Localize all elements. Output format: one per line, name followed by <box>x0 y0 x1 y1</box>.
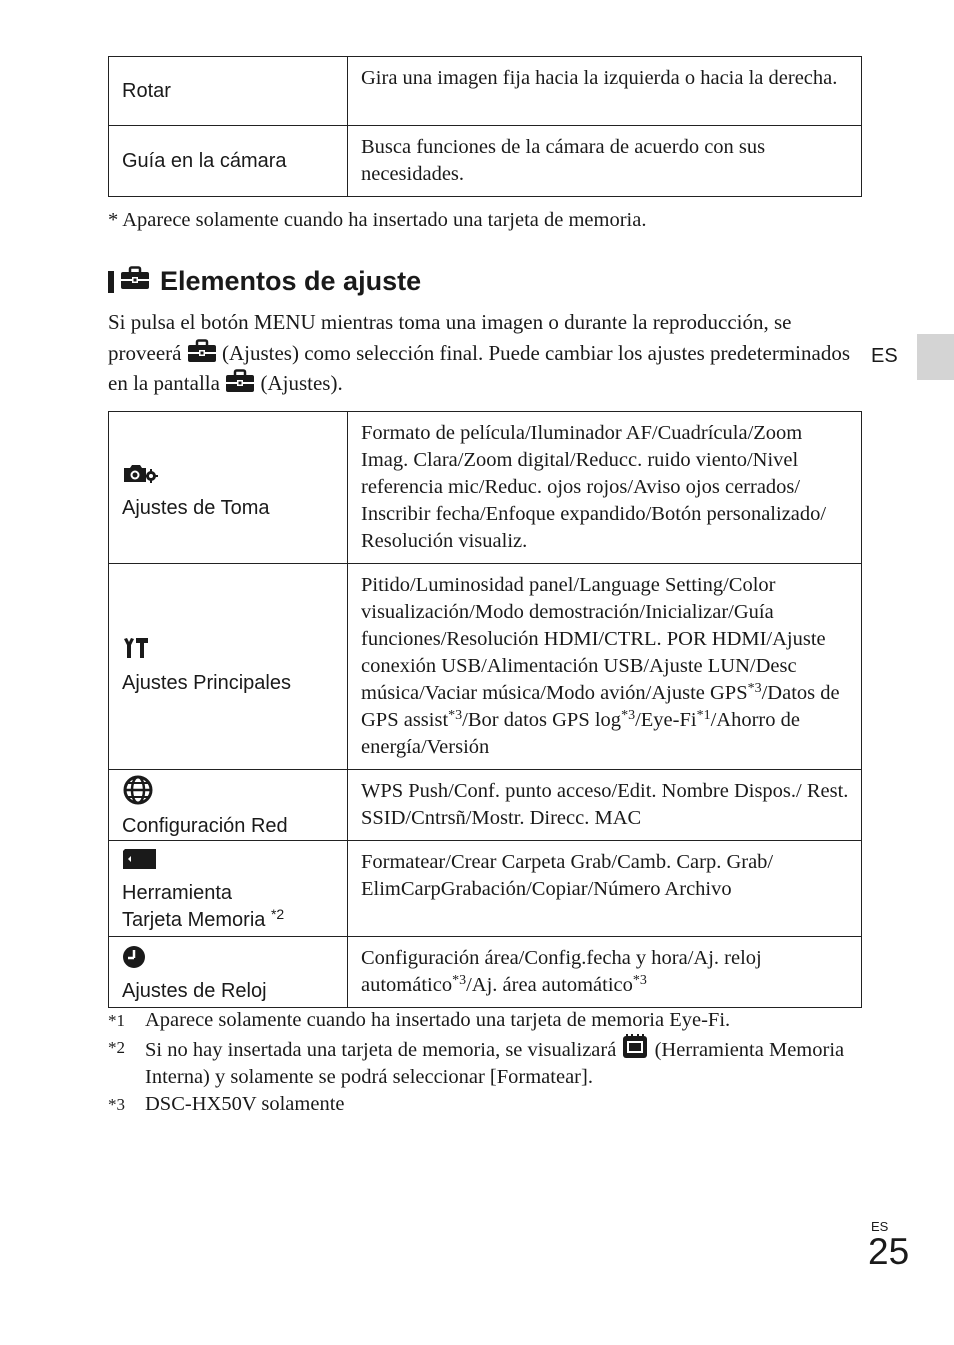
row-label: Rotar <box>109 57 348 126</box>
footnote-ref: *3 <box>747 681 762 696</box>
footnote-mark: *1 <box>108 1011 125 1030</box>
desc-part: /Bor datos GPS log <box>462 709 622 731</box>
table-row <box>109 564 862 770</box>
page-language: ES <box>871 1219 889 1234</box>
desc-part: /Ahorro de energía/Versión <box>361 709 800 758</box>
footnote-ref: *1 <box>696 708 711 723</box>
side-tab <box>917 334 954 380</box>
table-row <box>109 937 862 1008</box>
internal-memory-icon <box>621 1039 649 1061</box>
row-description <box>348 937 862 1008</box>
footnote-text: Aparece solamente cuando ha insertado una tarjeta de memoria Eye-Fi. <box>145 1009 731 1031</box>
toolbox-icon <box>120 266 150 297</box>
intro-text: (Ajustes) como selección final. Puede cambiar los ajustes predeterminados en la pantalla <box>108 340 851 395</box>
desc-part: /Datos de GPS assist <box>361 682 840 731</box>
setting-label: Herramienta <box>122 881 233 904</box>
clock-icon <box>122 944 339 978</box>
footnote-item <box>108 1007 868 1034</box>
toolbox-icon <box>225 371 255 395</box>
heading-bar <box>108 271 114 293</box>
footnotes <box>108 1007 868 1118</box>
desc-part: /Aj. área automático <box>466 974 633 996</box>
footnote-ref: *3 <box>452 973 467 988</box>
row-label <box>109 412 348 564</box>
desc-part: Pitido/Luminosidad panel/Language Setting/Color visualización/Modo demostración/Inicializar/Guía funciones/Resolución HDMI/CTRL. POR HDMI/Ajuste conexión USB/Alimentación USB/Ajuste LUN/Desc música/Vaciar música/Modo avión/Ajuste GPS <box>361 574 826 704</box>
row-description: Formato de película/Iluminador AF/Cuadrícula/Zoom Imag. Clara/Zoom digital/Reducc. ruido viento/Nivel referencia mic/Reduc. ojos rojos/Aviso ojos cerrados/ Inscribir fecha/Enfoque expandido/Botón personalizado/ Resolución visualiz. <box>348 412 862 564</box>
intro-text: (Ajustes). <box>260 371 343 395</box>
row-label <box>109 770 348 841</box>
memory-card-icon <box>122 848 339 878</box>
row-label <box>109 937 348 1008</box>
row-label: Guía en la cámara <box>109 126 348 197</box>
table-row <box>109 57 862 126</box>
top-menu-table <box>108 56 862 197</box>
footnote-mark: *3 <box>108 1095 125 1114</box>
top-footnote: * Aparece solamente cuando ha insertado una tarjeta de memoria. <box>108 209 647 231</box>
footnote-item <box>108 1091 868 1118</box>
table-row <box>109 841 862 937</box>
footnote-item <box>108 1034 868 1091</box>
setting-label: Ajustes de Toma <box>122 497 270 519</box>
table-row <box>109 126 862 197</box>
footnote-ref: *3 <box>632 973 647 988</box>
row-description: WPS Push/Conf. punto acceso/Edit. Nombre Dispos./ Rest. SSID/Cntrsñ/Mostr. Direcc. MAC <box>348 770 862 841</box>
section-intro <box>108 307 868 399</box>
wrench-icon <box>122 636 339 668</box>
row-description: Formatear/Crear Carpeta Grab/Camb. Carp. Grab/ ElimCarpGrabación/Copiar/Número Archivo <box>348 841 862 937</box>
row-label <box>109 841 348 937</box>
footnote-text: Si no hay insertada una tarjeta de memoria, se visualizará <box>145 1039 617 1061</box>
setting-label: Ajustes de Reloj <box>122 979 267 1002</box>
setting-label: Configuración Red <box>122 814 288 837</box>
row-description <box>348 564 862 770</box>
side-language: ES <box>871 345 898 367</box>
footnote-text: (Herramienta Memoria Interna) y solamente se podrá seleccionar [Formatear]. <box>145 1039 845 1088</box>
footnote-mark: *2 <box>108 1038 125 1057</box>
row-description: Busca funciones de la cámara de acuerdo con sus necesidades. <box>348 126 862 197</box>
desc-part: Configuración área/Config.fecha y hora/Aj. reloj automático <box>361 947 762 996</box>
page-number: 25 <box>868 1231 910 1272</box>
setting-label: Ajustes Principales <box>122 672 291 694</box>
row-label <box>109 564 348 770</box>
row-description: Gira una imagen fija hacia la izquierda o hacia la derecha. <box>348 57 862 126</box>
toolbox-icon <box>187 341 217 365</box>
desc-part: /Eye-Fi <box>635 709 697 731</box>
footnote-ref: *3 <box>448 708 463 723</box>
section-heading <box>108 266 421 297</box>
footnote-ref: *3 <box>621 708 636 723</box>
section-title: Elementos de ajuste <box>160 266 422 296</box>
footnote-text: DSC-HX50V solamente <box>145 1093 345 1115</box>
intro-text: Si pulsa el botón MENU mientras toma una imagen o durante la reproducción, se proveerá <box>108 310 792 365</box>
settings-table <box>108 411 862 1008</box>
table-row <box>109 412 862 564</box>
table-row <box>109 770 862 841</box>
globe-icon <box>122 775 339 813</box>
footnote-ref: *2 <box>270 905 285 922</box>
camera-gear-icon <box>122 461 339 493</box>
setting-label: Tarjeta Memoria <box>122 908 266 931</box>
